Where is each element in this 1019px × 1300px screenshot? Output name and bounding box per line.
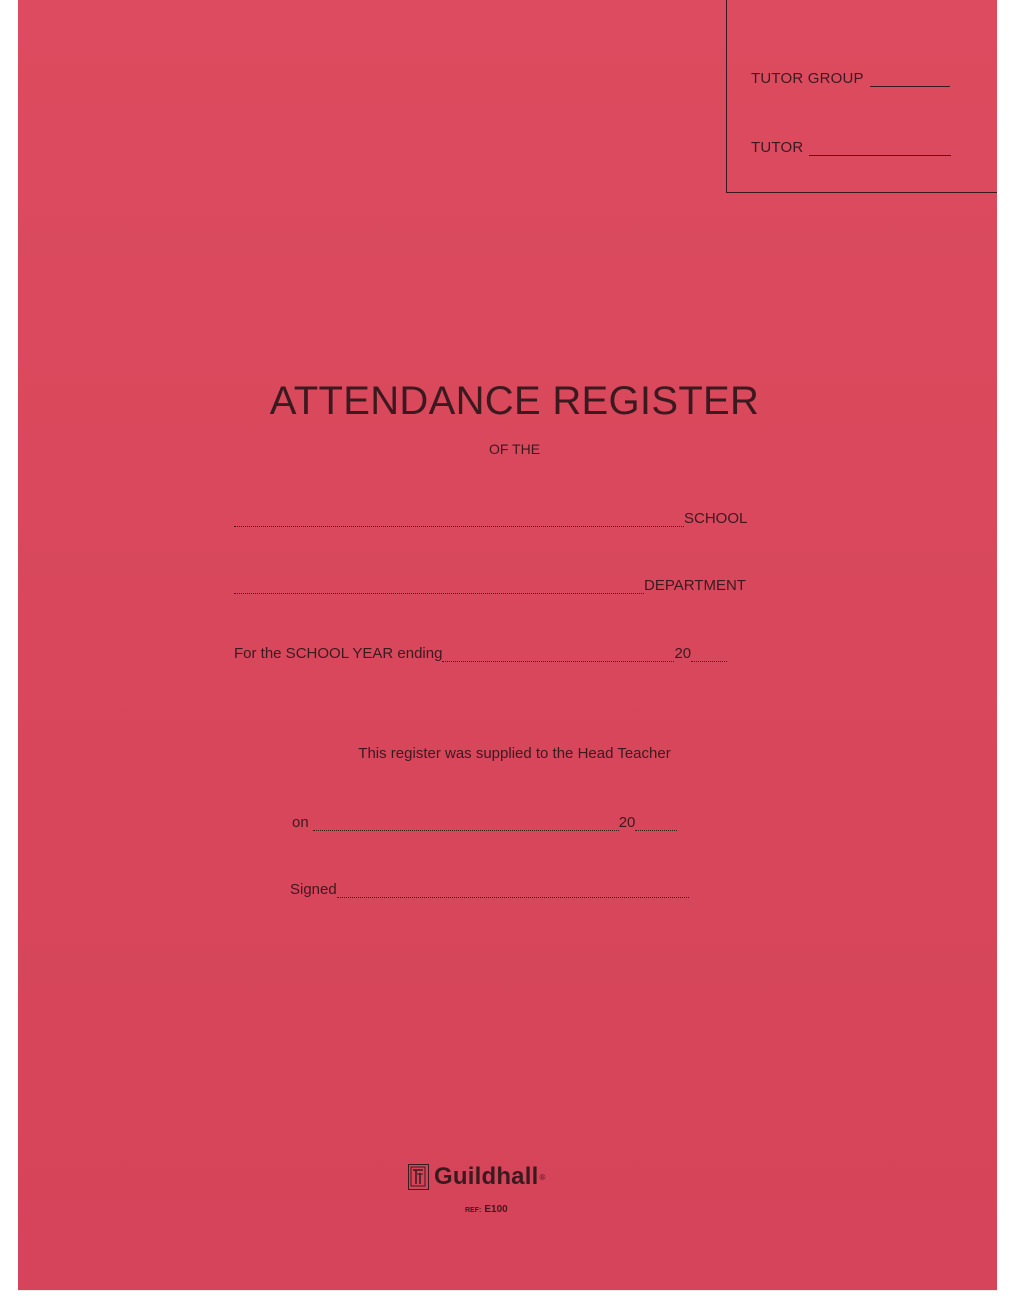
product-reference bbox=[465, 1204, 508, 1215]
signed-label: Signed bbox=[290, 881, 337, 898]
page-title: ATTENDANCE REGISTER bbox=[269, 379, 760, 423]
tutor-row bbox=[751, 139, 951, 156]
department-field-row bbox=[234, 577, 746, 594]
school-label: SCHOOL bbox=[684, 510, 748, 527]
tutor-write-line[interactable] bbox=[809, 141, 951, 156]
school-year-suffix-line[interactable] bbox=[691, 648, 727, 662]
department-write-line[interactable] bbox=[234, 580, 644, 594]
tutor-group-row bbox=[751, 70, 950, 87]
tutor-group-write-line[interactable] bbox=[870, 72, 950, 87]
department-label: DEPARTMENT bbox=[644, 577, 746, 594]
on-year-prefix: 20 bbox=[618, 814, 636, 831]
page-subtitle: OF THE bbox=[488, 441, 541, 457]
supplied-statement: This register was supplied to the Head Teacher bbox=[358, 745, 671, 762]
signature-write-line[interactable] bbox=[337, 884, 689, 898]
school-year-field-row bbox=[234, 645, 727, 662]
school-year-prefix: 20 bbox=[674, 645, 692, 662]
guildhall-monogram-icon bbox=[408, 1164, 429, 1190]
on-year-suffix-line[interactable] bbox=[635, 817, 677, 831]
registered-mark: ® bbox=[539, 1172, 546, 1182]
signed-field-row bbox=[290, 881, 689, 898]
on-label: on bbox=[292, 814, 309, 831]
tutor-info-box bbox=[726, 0, 997, 193]
tutor-group-label: TUTOR GROUP bbox=[751, 70, 864, 87]
on-date-write-line[interactable] bbox=[313, 817, 619, 831]
school-write-line[interactable] bbox=[234, 513, 684, 527]
school-field-row bbox=[234, 510, 747, 527]
on-date-field-row bbox=[292, 814, 677, 831]
brand-name: Guildhall bbox=[434, 1163, 539, 1190]
ref-code: E100 bbox=[484, 1204, 508, 1215]
brand-logo-group bbox=[408, 1163, 545, 1191]
school-year-write-line[interactable] bbox=[442, 648, 674, 662]
tutor-label: TUTOR bbox=[751, 139, 804, 156]
register-cover bbox=[18, 0, 997, 1290]
school-year-label: For the SCHOOL YEAR ending bbox=[234, 645, 443, 662]
ref-label: REF: bbox=[465, 1207, 482, 1214]
